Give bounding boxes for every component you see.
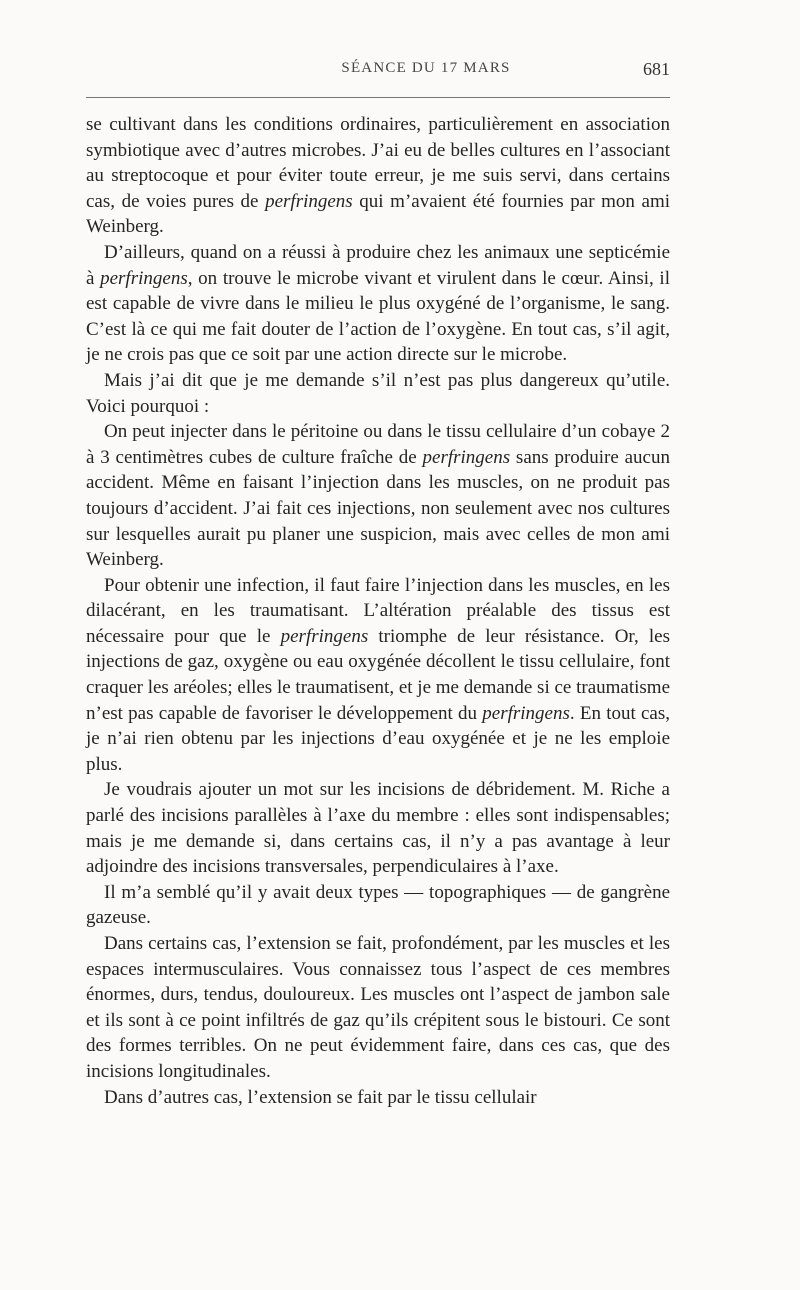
text-run: , on trouve le microbe vivant et virulent dans le cœur. Ainsi, il est capable de vivre dans le milieu le plus oxygéné de l’organisme, le sang. C’est là ce qui me fait douter de l’action de l’oxygène. En tout cas, s’il agit, je ne crois pas que ce soit par une action directe sur le microbe. (86, 267, 670, 366)
page-header (86, 60, 670, 86)
italic-term: perfringens (100, 267, 188, 289)
paragraph (86, 240, 670, 368)
text-run: qui m’avaient été fournies par mon ami Weinberg. (86, 190, 670, 238)
text-run: D’ailleurs, quand on a réussi à produire chez les animaux une septicémie à (86, 241, 670, 289)
text-run: Pour obtenir une infection, il faut faire l’injection dans les muscles, en les dilacérant, en les traumatisant. L’altération préalable des tissus est nécessaire pour que le (86, 574, 670, 647)
text-run: sans produire aucun accident. Même en faisant l’injection dans les muscles, on ne produit pas toujours d’accident. J’ai fait ces injections, non seulement avec nos cultures sur lesquelles aurait pu planer une suspicion, mais avec celles de mon ami Weinberg. (86, 446, 670, 571)
page-number: 681 (643, 59, 670, 79)
text-run: On peut injecter dans le péritoine ou dans le tissu cellulaire d’un cobaye 2 à 3 centimètres cubes de culture fraîche de (86, 421, 670, 468)
text-run: Mais j’ai dit que je me demande s’il n’est pas plus dangereux qu’utile. Voici pourquoi : (86, 369, 670, 417)
text-run: Je voudrais ajouter un mot sur les incisions de débridement. M. Riche a parlé des incisions parallèles à l’axe du membre : elles sont indispensables; mais je me demande si, dans certains cas, il n’y a pas avantage à leur adjoindre des incisions transversales, perpendiculaires à l’axe. (86, 779, 670, 878)
paragraph (86, 573, 670, 778)
text-run: . En tout cas, je n’ai rien obtenu par les injections d’eau oxygénée et je ne les emploie plus. (86, 702, 670, 775)
paragraph (86, 777, 670, 879)
text-run: Dans certains cas, l’extension se fait, profondément, par les muscles et les espaces intermusculaires. Vous connaissez tous l’aspect de ces membres énormes, durs, tendus, douloureux. Les muscles ont l’aspect de jambon sale et ils sont à ce point infiltrés de gaz qu’ils crépitent sous le bistouri. Ce sont des formes terribles. On ne peut évidemment faire, dans ces cas, que des incisions longitudinales. (86, 933, 670, 1082)
italic-term: perfringens (265, 190, 353, 212)
header-rule (86, 97, 670, 98)
paragraph (86, 112, 670, 240)
body-text (86, 112, 670, 1110)
text-run: triomphe de leur résistance. Or, les injections de gaz, oxygène ou eau oxygénée décollent le tissu cellulaire, font craquer les aréoles; elles le traumatisent, et je me demande si ce traumatisme n’est pas capable de favoriser le développement du (86, 625, 670, 724)
paragraph (86, 880, 670, 931)
paragraph (86, 1085, 670, 1111)
italic-term: perfringens (422, 446, 511, 468)
italic-term: perfringens (482, 702, 570, 724)
text-run: se cultivant dans les conditions ordinaires, particulièrement en association symbiotique avec d’autres microbes. J’ai eu de belles cultures en l’associant au streptocoque et pour éviter toute erreur, je me suis servi, dans certains cas, de voies pures de (86, 114, 670, 212)
paragraph (86, 368, 670, 419)
paragraph (86, 931, 670, 1085)
italic-term: perfringens (280, 625, 369, 647)
running-title: SÉANCE DU 17 MARS (341, 60, 511, 76)
text-run: Dans d’autres cas, l’extension se fait par le tissu cellulair (104, 1086, 537, 1108)
text-run: Il m’a semblé qu’il y avait deux types — topographiques — de gangrène gazeuse. (86, 881, 670, 929)
paragraph (86, 419, 670, 573)
